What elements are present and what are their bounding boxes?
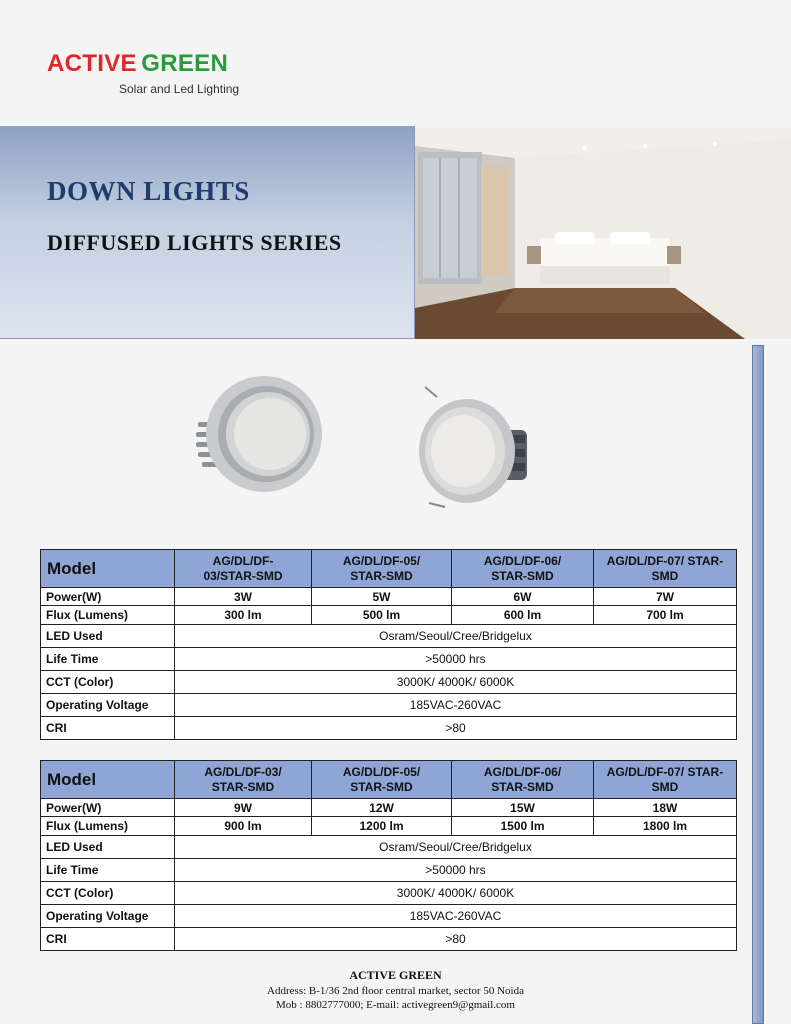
voltage-value: 185VAC-260VAC (175, 694, 737, 717)
power-value: 6W (452, 588, 594, 606)
power-value: 18W (594, 799, 737, 817)
flux-value: 1500 lm (452, 817, 594, 836)
header-model-05: AG/DL/DF-05/ STAR-SMD (312, 550, 452, 588)
downlight-product-image-2 (415, 385, 540, 515)
header-model: Model (41, 761, 175, 799)
flux-value: 700 lm (594, 606, 737, 625)
header-model-03: AG/DL/DF- 03/STAR-SMD (175, 550, 312, 588)
row-label-cri: CRI (41, 928, 175, 951)
life-value: >50000 hrs (175, 859, 737, 882)
title-banner (0, 126, 415, 339)
power-value: 5W (312, 588, 452, 606)
row-label-flux: Flux (Lumens) (41, 606, 175, 625)
logo-word-green: GREEN (141, 50, 229, 77)
header-model-06: AG/DL/DF-06/ STAR-SMD (452, 761, 594, 799)
flux-value: 600 lm (452, 606, 594, 625)
header-model: Model (41, 550, 175, 588)
row-label-life: Life Time (41, 859, 175, 882)
header-model-06: AG/DL/DF-06/ STAR-SMD (452, 550, 594, 588)
footer-contact: Mob : 8802777000; E-mail: activegreen9@gmail.com (276, 999, 515, 1011)
header-model-07: AG/DL/DF-07/ STAR- SMD (594, 550, 737, 588)
company-logo (47, 50, 240, 96)
footer-company-name: ACTIVE GREEN (349, 968, 442, 982)
footer-address: Address: B-1/36 2nd floor central market, sector 50 Noida (267, 985, 524, 997)
flux-value: 900 lm (175, 817, 312, 836)
row-label-voltage: Operating Voltage (41, 694, 175, 717)
power-value: 3W (175, 588, 312, 606)
spec-table-1 (40, 549, 737, 740)
row-label-power: Power(W) (41, 799, 175, 817)
row-label-cct: CCT (Color) (41, 882, 175, 905)
logo-tagline: Solar and Led Lighting (119, 82, 240, 96)
cct-value: 3000K/ 4000K/ 6000K (175, 671, 737, 694)
row-label-led: LED Used (41, 836, 175, 859)
spec-table-2 (40, 760, 737, 951)
downlight-product-image-1 (192, 370, 332, 505)
cct-value: 3000K/ 4000K/ 6000K (175, 882, 737, 905)
page-subtitle: DIFFUSED LIGHTS SERIES (47, 230, 342, 255)
flux-value: 1800 lm (594, 817, 737, 836)
led-value: Osram/Seoul/Cree/Bridgelux (175, 625, 737, 648)
header-model-03: AG/DL/DF-03/ STAR-SMD (175, 761, 312, 799)
voltage-value: 185VAC-260VAC (175, 905, 737, 928)
header-model-05: AG/DL/DF-05/ STAR-SMD (312, 761, 452, 799)
cri-value: >80 (175, 717, 737, 740)
decorative-side-bar (752, 345, 764, 1024)
row-label-cct: CCT (Color) (41, 671, 175, 694)
power-value: 15W (452, 799, 594, 817)
row-label-life: Life Time (41, 648, 175, 671)
row-label-led: LED Used (41, 625, 175, 648)
led-value: Osram/Seoul/Cree/Bridgelux (175, 836, 737, 859)
flux-value: 500 lm (312, 606, 452, 625)
power-value: 12W (312, 799, 452, 817)
flux-value: 1200 lm (312, 817, 452, 836)
logo-word-active: ACTIVE (47, 50, 137, 77)
bedroom-photo (415, 128, 791, 339)
life-value: >50000 hrs (175, 648, 737, 671)
header-model-07: AG/DL/DF-07/ STAR- SMD (594, 761, 737, 799)
row-label-flux: Flux (Lumens) (41, 817, 175, 836)
row-label-voltage: Operating Voltage (41, 905, 175, 928)
row-label-cri: CRI (41, 717, 175, 740)
row-label-power: Power(W) (41, 588, 175, 606)
power-value: 7W (594, 588, 737, 606)
power-value: 9W (175, 799, 312, 817)
flux-value: 300 lm (175, 606, 312, 625)
page-title: DOWN LIGHTS (47, 176, 250, 206)
cri-value: >80 (175, 928, 737, 951)
